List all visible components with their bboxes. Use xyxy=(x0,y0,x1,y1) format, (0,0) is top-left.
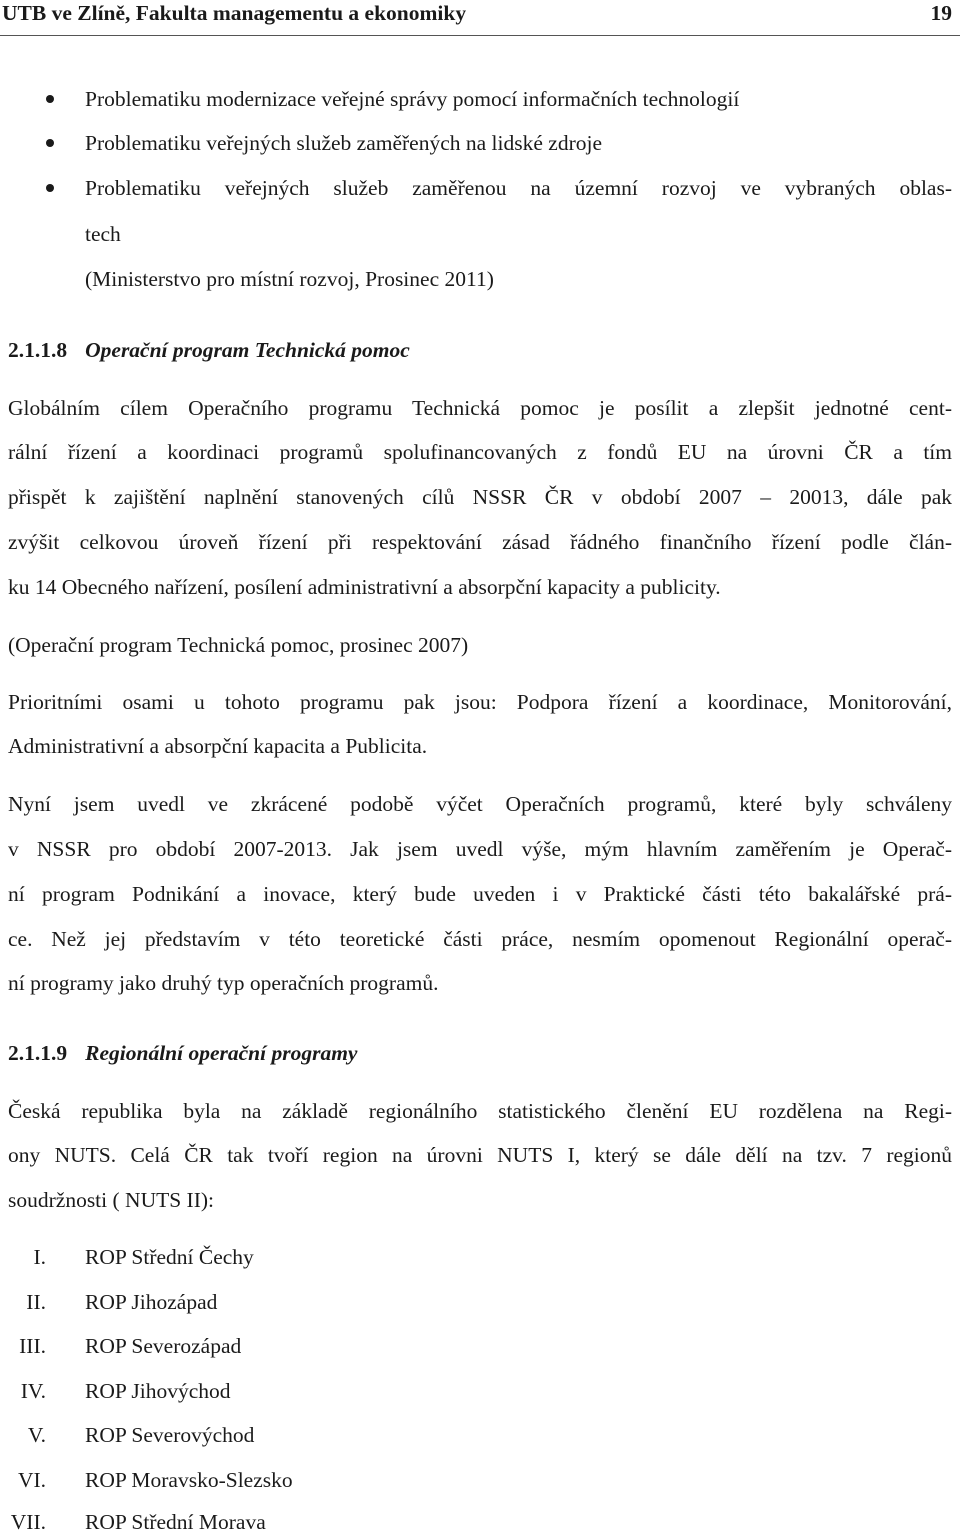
list-numeral: VII. xyxy=(10,1510,46,1534)
list-numeral: IV. xyxy=(20,1379,46,1403)
citation: (Ministerstvo pro místní rozvoj, Prosinec 2011) xyxy=(85,267,494,291)
list-numeral: III. xyxy=(19,1334,46,1358)
paragraph-line: Administrativní a absorpční kapacita a Publicita. xyxy=(8,734,428,758)
bullet-item: Problematiku veřejných služeb zaměřených na lidské zdroje xyxy=(85,131,602,155)
section-title: Operační program Technická pomoc xyxy=(85,338,410,362)
list-item: ROP Střední Čechy xyxy=(85,1245,254,1269)
paragraph-line: ní program Podnikání a inovace, který bude uveden i v Praktické části této bakalářské prá- xyxy=(8,882,952,906)
bullet-item: Problematiku veřejných služeb zaměřenou na územní rozvoj ve vybraných oblas- xyxy=(85,176,952,200)
list-item: ROP Severozápad xyxy=(85,1334,242,1358)
bullet-icon xyxy=(46,95,54,103)
list-item: ROP Střední Morava xyxy=(85,1510,266,1534)
paragraph-line: ní programy jako druhý typ operačních programů. xyxy=(8,971,439,995)
paragraph-line: přispět k zajištění naplnění stanovených cílů NSSR ČR v období 2007 – 20013, dále pak xyxy=(8,485,952,509)
citation: (Operační program Technická pomoc, prosinec 2007) xyxy=(8,633,469,657)
bullet-icon xyxy=(46,184,54,192)
section-heading xyxy=(8,1040,357,1066)
page-number: 19 xyxy=(930,1,952,25)
list-numeral: II. xyxy=(26,1290,46,1314)
paragraph-line: zvýšit celkovou úroveň řízení při respektování zásad řádného finančního řízení podle člán- xyxy=(8,530,952,554)
list-item: ROP Moravsko-Slezsko xyxy=(85,1468,293,1492)
section-number: 2.1.1.9 xyxy=(8,1041,68,1065)
paragraph-line: Česká republika byla na základě regionálního statistického členění EU rozdělena na Regi- xyxy=(8,1099,952,1123)
paragraph-line: ce. Než jej představím v této teoretické části práce, nesmím opomenout Regionální operač- xyxy=(8,927,952,951)
list-item: ROP Jihovýchod xyxy=(85,1379,231,1403)
paragraph-line: rální řízení a koordinaci programů spolufinancovaných z fondů EU na úrovni ČR a tím xyxy=(8,440,952,464)
paragraph-line: ony NUTS. Celá ČR tak tvoří region na úrovni NUTS I, který se dále dělí na tzv. 7 regionů xyxy=(8,1143,952,1167)
section-title: Regionální operační programy xyxy=(85,1041,358,1065)
list-numeral: VI. xyxy=(17,1468,46,1492)
paragraph-line: ku 14 Obecného nařízení, posílení administrativní a absorpční kapacity a publicity. xyxy=(8,575,721,599)
list-item: ROP Jihozápad xyxy=(85,1290,218,1314)
paragraph-line: v NSSR pro období 2007-2013. Jak jsem uvedl výše, mým hlavním zaměřením je Operač- xyxy=(8,837,952,861)
bullet-item: Problematiku modernizace veřejné správy pomocí informačních technologií xyxy=(85,87,740,111)
paragraph-line: Nyní jsem uvedl ve zkrácené podobě výčet Operačních programů, které byly schváleny xyxy=(8,792,952,816)
list-numeral: V. xyxy=(27,1423,46,1447)
bullet-item-continuation: tech xyxy=(85,222,121,246)
page-header xyxy=(0,0,960,30)
paragraph-line: Globálním cílem Operačního programu Technická pomoc je posílit a zlepšit jednotné cent- xyxy=(8,396,952,420)
paragraph-line: soudržnosti ( NUTS II): xyxy=(8,1188,215,1212)
list-item: ROP Severovýchod xyxy=(85,1423,255,1447)
section-heading xyxy=(8,337,410,363)
list-numeral: I. xyxy=(33,1245,46,1269)
bullet-icon xyxy=(46,139,54,147)
section-number: 2.1.1.8 xyxy=(8,338,68,362)
paragraph-line: Prioritními osami u tohoto programu pak jsou: Podpora řízení a koordinace, Monitorování, xyxy=(8,690,952,714)
header-title: UTB ve Zlíně, Fakulta managementu a ekonomiky xyxy=(2,1,467,25)
header-divider xyxy=(0,35,960,36)
